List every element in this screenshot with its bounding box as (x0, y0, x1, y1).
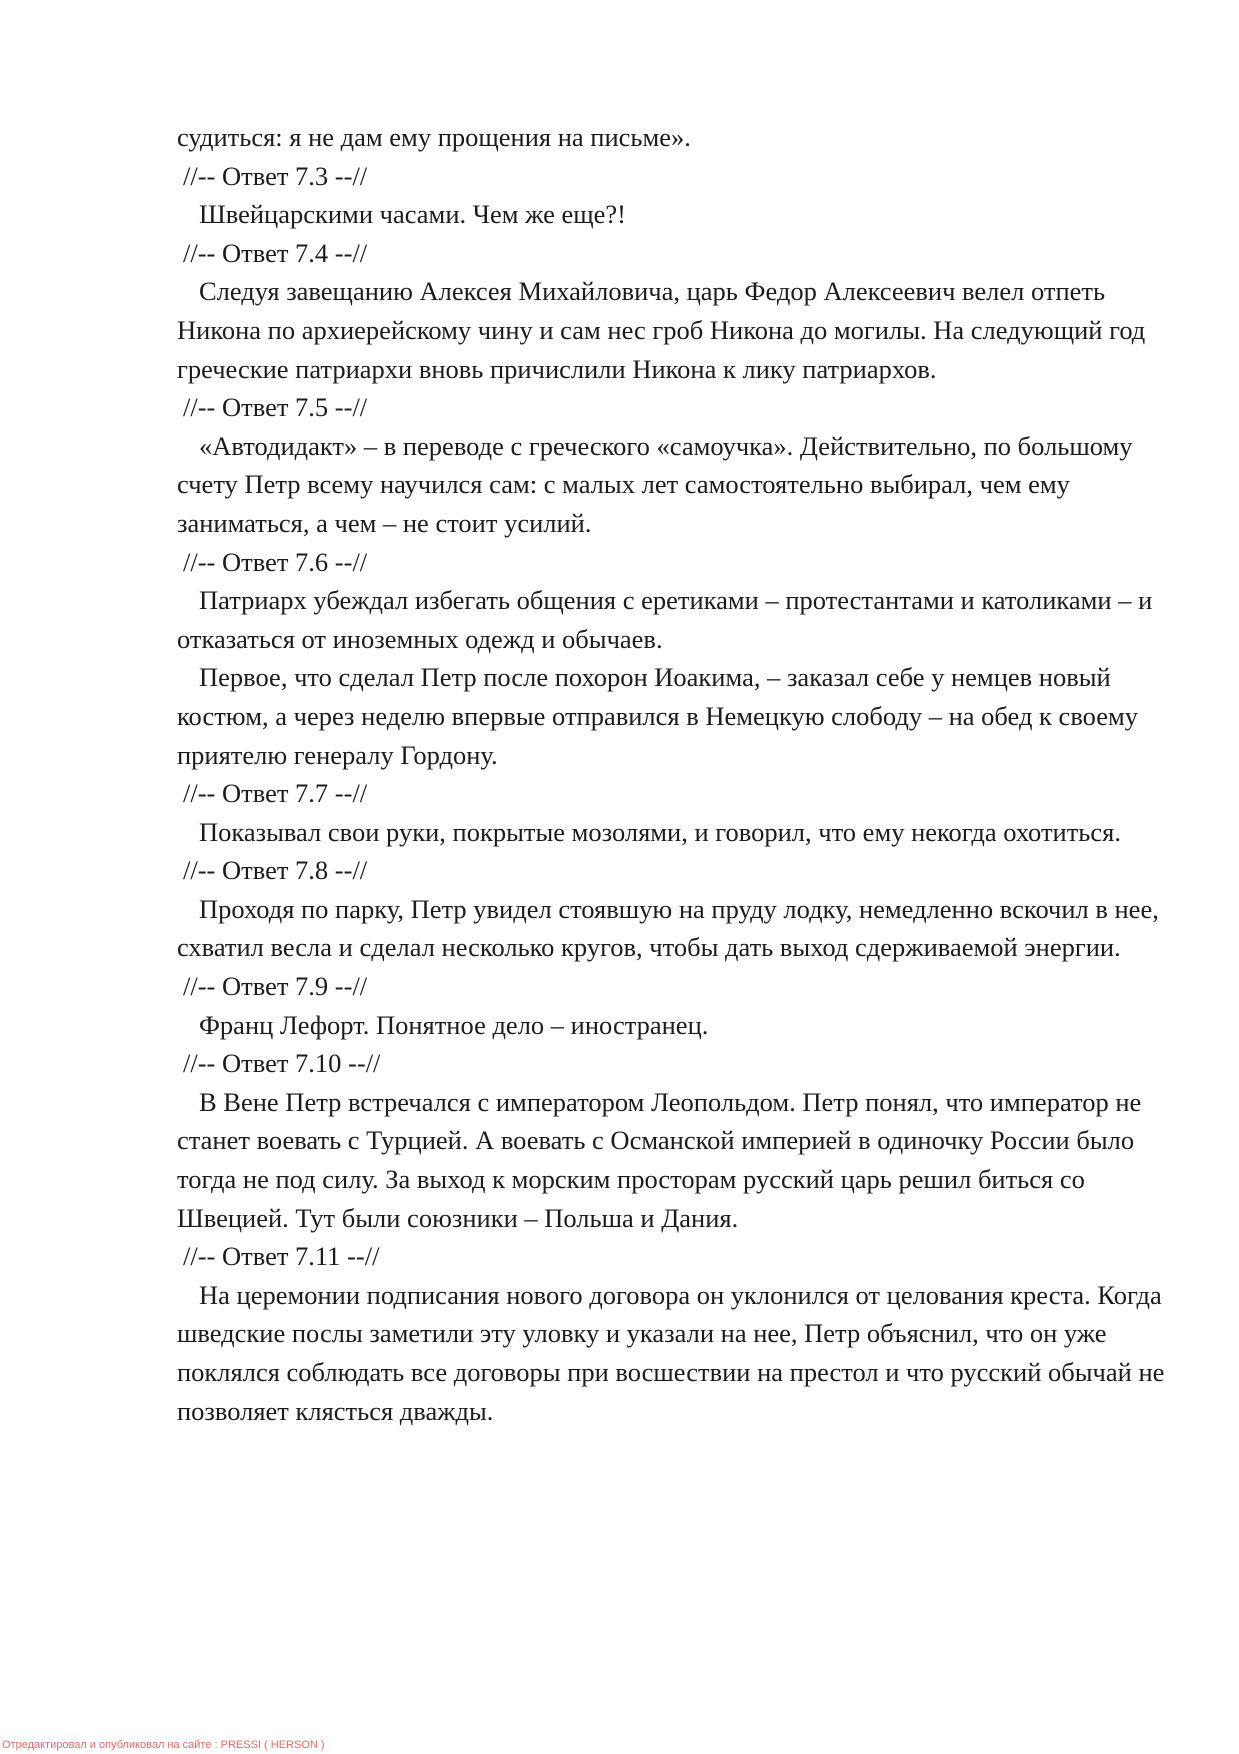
answer-paragraph: «Автодидакт» – в переводе с греческого «самоучка». Действительно, по большому счету Петр всему научился сам: с малых лет самостоятельно выбирал, чем ему заниматься, а чем – не стоит усилий. (177, 430, 1133, 538)
answer-marker: //-- Ответ 7.4 --// (183, 237, 368, 268)
answer-paragraph: Патриарх убеждал избегать общения с еретиками – протестантами и католиками – и отказаться от иноземных одежд и обычаев. (177, 585, 1153, 654)
answer-marker: //-- Ответ 7.7 --// (183, 778, 368, 809)
answer-paragraph: Следуя завещанию Алексея Михайловича, царь Федор Алексеевич велел отпеть Никона по архиерейскому чину и сам нес гроб Никона до могилы. На следующий год греческие патриархи вновь причислили Никона к лику патриархов. (177, 276, 1146, 384)
answer-paragraph: Первое, что сделал Петр после похорон Иоакима, – заказал себе у немцев новый костюм, а через неделю впервые отправился в Немецкую слободу – на обед к своему приятелю генералу Гордону. (177, 662, 1139, 770)
answer-marker: //-- Ответ 7.11 --// (183, 1241, 380, 1272)
answer-marker: //-- Ответ 7.3 --// (183, 160, 368, 191)
answer-marker: //-- Ответ 7.6 --// (183, 546, 368, 577)
answer-marker: //-- Ответ 7.8 --// (183, 855, 368, 886)
answer-marker: //-- Ответ 7.9 --// (183, 971, 368, 1002)
answer-marker: //-- Ответ 7.5 --// (183, 392, 368, 423)
answer-paragraph: Швейцарскими часами. Чем же еще?! (199, 199, 627, 230)
paragraph-continuation: судиться: я не дам ему прощения на письме». (177, 122, 691, 152)
document-body (177, 118, 1167, 1430)
answer-paragraph: Франц Лефорт. Понятное дело – иностранец. (199, 1009, 709, 1040)
answer-paragraph: Проходя по парку, Петр увидел стоявшую на пруду лодку, немедленно вскочил в нее, схватил весла и сделал несколько кругов, чтобы дать выход сдерживаемой энергии. (177, 893, 1159, 963)
answer-paragraph: На церемонии подписания нового договора он уклонился от целования креста. Когда шведские послы заметили эту уловку и указали на нее, Петр объяснил, что он уже поклялся соблюдать все договоры при восшествии на престол и что русский обычай не позволяет клясться дважды. (177, 1279, 1165, 1426)
answer-paragraph: В Вене Петр встречался с императором Леопольдом. Петр понял, что император не станет воевать с Турцией. А воевать с Османской империей в одиночку России было тогда не под силу. За выход к морским просторам русский царь решил биться со Швецией. Тут были союзники – Польша и Дания. (177, 1086, 1142, 1233)
answer-paragraph: Показывал свои руки, покрытые мозолями, и говорил, что ему некогда охотиться. (199, 816, 1121, 847)
answer-marker: //-- Ответ 7.10 --// (183, 1048, 381, 1079)
footer-editor-note: Отредактировал и опубликовал на сайте : PRESSI ( HERSON ) (2, 1739, 325, 1751)
